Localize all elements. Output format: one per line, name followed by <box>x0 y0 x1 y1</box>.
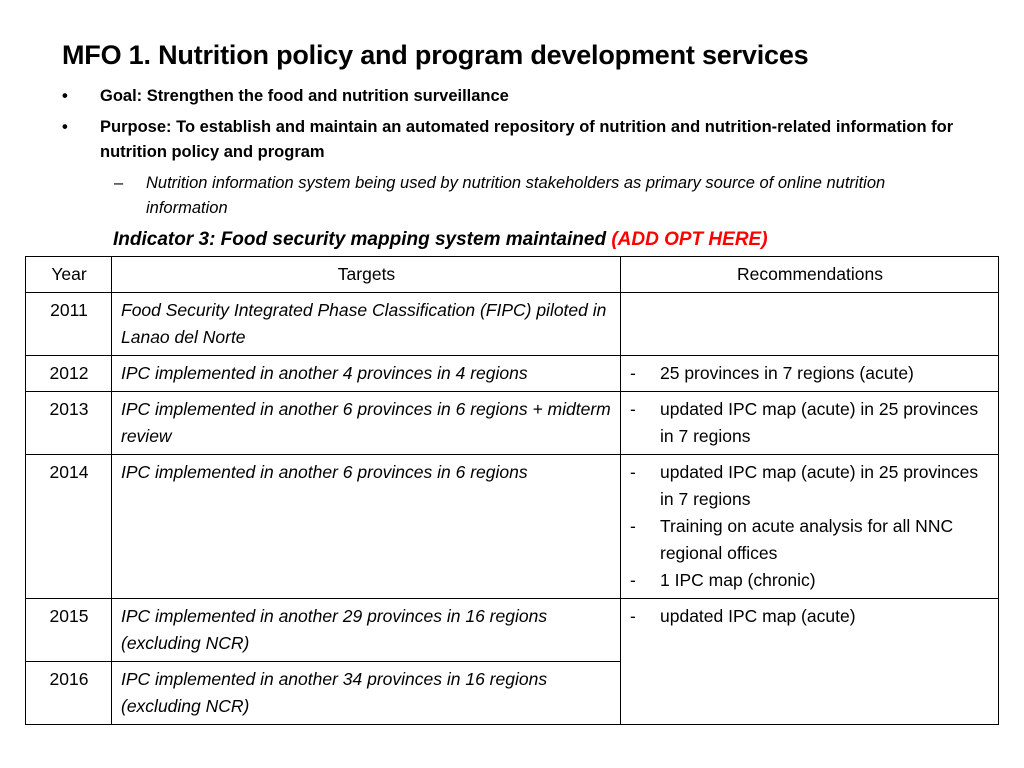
recommendation-item <box>630 567 990 594</box>
recommendation-item <box>630 396 990 450</box>
recommendation-dash: - <box>630 399 636 419</box>
recommendation-dash: - <box>630 462 636 482</box>
table-row <box>26 599 999 662</box>
recommendation-item <box>630 513 990 567</box>
target-cell: IPC implemented in another 29 provinces in 16 regions (excluding NCR) <box>112 599 621 662</box>
recommendation-cell <box>621 392 999 455</box>
target-cell: IPC implemented in another 4 provinces in 4 regions <box>112 356 621 392</box>
recommendation-text: 1 IPC map (chronic) <box>660 570 816 590</box>
recommendation-text: 25 provinces in 7 regions (acute) <box>660 363 914 383</box>
recommendation-cell <box>621 455 999 599</box>
header-recommendations: Recommendations <box>621 257 999 293</box>
slide-title: MFO 1. Nutrition policy and program development services <box>62 40 809 70</box>
recommendation-cell <box>621 356 999 392</box>
recommendation-dash: - <box>630 516 636 536</box>
recommendation-cell <box>621 293 999 356</box>
indicator-note: (ADD OPT HERE) <box>611 229 768 250</box>
header-targets: Targets <box>112 257 621 293</box>
bullet-marker: • <box>62 118 68 136</box>
purpose-text: Purpose: To establish and maintain an automated repository of nutrition and nutrition-related information for nutrition policy and program <box>100 118 954 161</box>
year-cell: 2011 <box>26 293 112 356</box>
table-row <box>26 293 999 356</box>
year-cell: 2015 <box>26 599 112 662</box>
bullet-marker: • <box>62 87 68 105</box>
recommendation-item <box>630 459 990 513</box>
recommendation-dash: - <box>630 606 636 626</box>
header-year: Year <box>26 257 112 293</box>
indicator-heading <box>113 229 768 251</box>
recommendation-cell <box>621 599 999 725</box>
recommendation-text: updated IPC map (acute) in 25 provinces in 7 regions <box>660 399 979 446</box>
recommendation-item <box>630 360 990 387</box>
sub-bullet-marker: – <box>114 174 124 192</box>
target-cell: IPC implemented in another 6 provinces in 6 regions + midterm review <box>112 392 621 455</box>
purpose-bullet <box>62 115 962 165</box>
recommendation-text: Training on acute analysis for all NNC regional offices <box>660 516 954 563</box>
recommendation-text: updated IPC map (acute) in 25 provinces in 7 regions <box>660 462 979 509</box>
recommendation-item <box>630 603 990 630</box>
sub-bullet-text: Nutrition information system being used by nutrition stakeholders as primary source of online nutrition information <box>146 174 886 217</box>
year-cell: 2014 <box>26 455 112 599</box>
bullet-list <box>62 84 962 221</box>
goal-bullet <box>62 84 962 109</box>
sub-bullet <box>62 171 962 221</box>
recommendation-text: updated IPC map (acute) <box>660 606 856 626</box>
target-cell: Food Security Integrated Phase Classification (FIPC) piloted in Lanao del Norte <box>112 293 621 356</box>
table-header-row <box>26 257 999 293</box>
year-cell: 2012 <box>26 356 112 392</box>
year-cell: 2013 <box>26 392 112 455</box>
target-cell: IPC implemented in another 34 provinces in 16 regions (excluding NCR) <box>112 662 621 725</box>
indicator-text: Indicator 3: Food security mapping system maintained <box>113 229 607 250</box>
target-cell: IPC implemented in another 6 provinces in 6 regions <box>112 455 621 599</box>
year-cell: 2016 <box>26 662 112 725</box>
recommendation-dash: - <box>630 363 636 383</box>
targets-table <box>25 256 999 725</box>
table-row <box>26 392 999 455</box>
recommendation-dash: - <box>630 570 636 590</box>
table-row <box>26 356 999 392</box>
table-row <box>26 455 999 599</box>
goal-text: Goal: Strengthen the food and nutrition surveillance <box>100 87 509 105</box>
